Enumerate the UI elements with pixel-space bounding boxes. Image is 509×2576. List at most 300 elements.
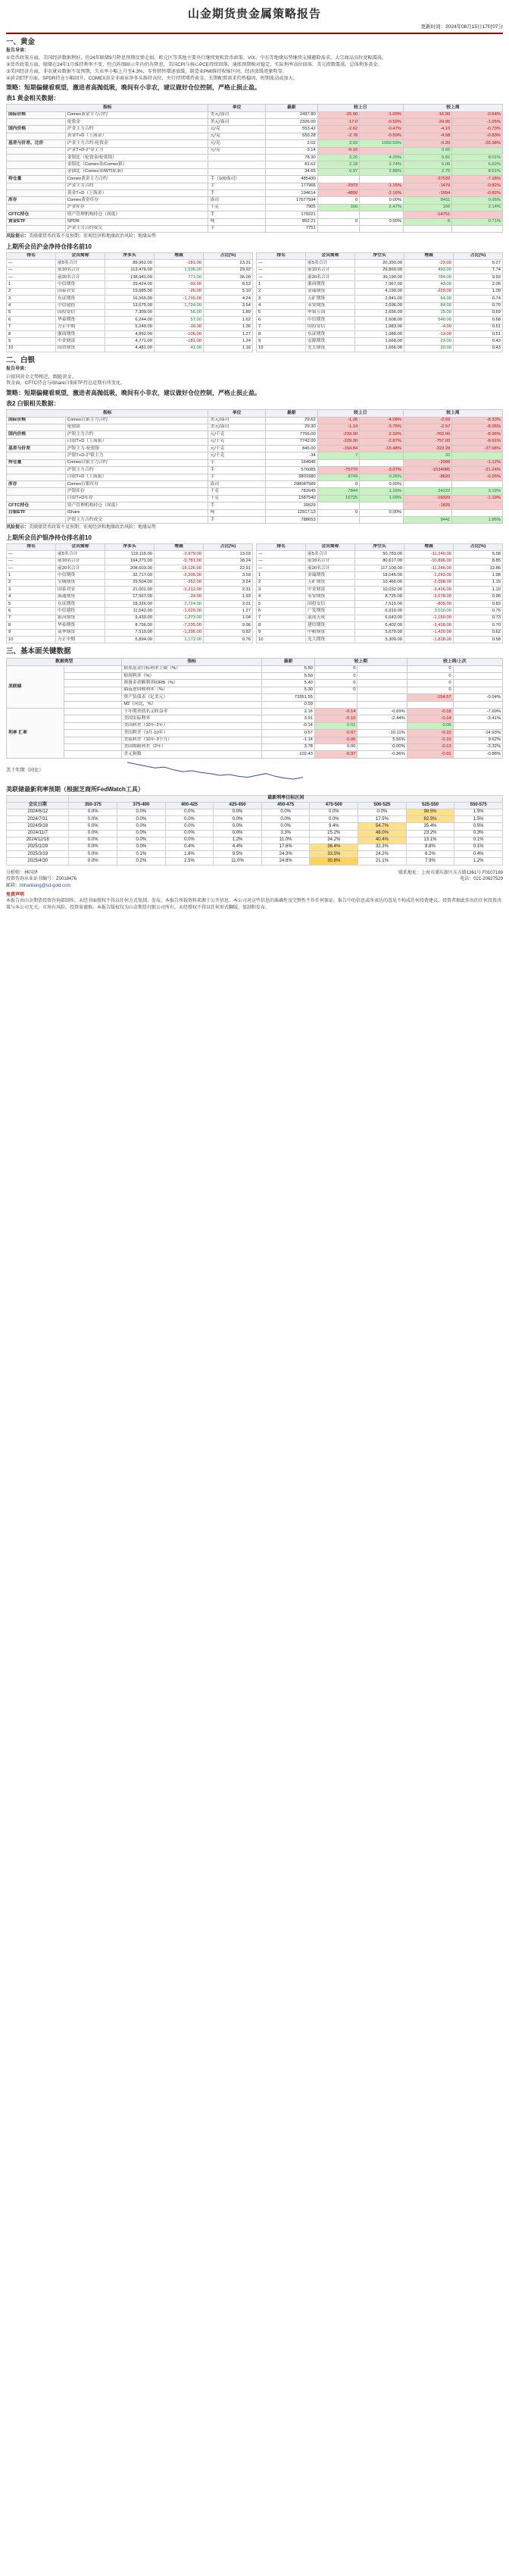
- row-unit: 元/克: [208, 140, 265, 147]
- row-unit: 吨: [208, 509, 265, 516]
- row-week-change: -1826: [403, 502, 451, 509]
- row-unit: 美元/盎司: [208, 111, 265, 118]
- basic-cell: -0.10: [407, 730, 453, 737]
- row-day-change-pct: 0.00%: [360, 197, 404, 204]
- rank-cell: 29,504.00: [105, 579, 155, 586]
- rank-row: [257, 622, 503, 629]
- table-row: [7, 431, 503, 438]
- row-day-change: -4800: [317, 189, 360, 196]
- gold-rank-short-table: [256, 252, 503, 352]
- row-week-change: -0.20: [403, 140, 451, 147]
- basic-cell: 0.00%: [358, 743, 407, 750]
- fedwatch-cell: 0.1%: [454, 844, 503, 851]
- row-category: 库存: [7, 481, 66, 488]
- rank-cell: 43.00: [404, 281, 454, 288]
- fedwatch-column-header: 375-400: [117, 802, 166, 809]
- rank-row: [7, 587, 253, 593]
- fedwatch-cell: 0.0%: [117, 809, 166, 816]
- row-day-change: 7844: [317, 488, 360, 495]
- rank-cell: 银河期货: [56, 615, 105, 621]
- row-week-change: -763.00: [403, 431, 451, 438]
- rank-cell: 16,565.00: [105, 296, 155, 302]
- rank-cell: 5: [257, 601, 306, 608]
- basic-cell: 贴现利率（%）: [122, 673, 262, 680]
- row-category: [7, 225, 66, 232]
- basic-data-table: [6, 658, 503, 758]
- row-week-change-pct: -8.33%: [452, 417, 503, 424]
- rank-cell: —: [7, 267, 56, 274]
- rank-cell: 32,717.00: [105, 572, 155, 579]
- fedwatch-column-header: 550-575: [454, 802, 503, 809]
- basic-row: [7, 737, 503, 743]
- rank-cell: 21,001.00: [105, 587, 155, 593]
- rank-cell: 493.00: [404, 267, 454, 274]
- row-day-change-pct: [360, 502, 404, 509]
- rank-cell: 永安期货: [306, 302, 355, 309]
- rank-cell: 119,115.00: [105, 551, 155, 558]
- rank-row: [7, 302, 253, 309]
- rank-cell: 13.03: [204, 551, 253, 558]
- row-latest: -3.14: [265, 147, 317, 154]
- row-indicator: 沪银库存: [65, 488, 208, 495]
- rank-cell: 36.00: [204, 274, 253, 280]
- rank-cell: 138,941.00: [105, 274, 155, 280]
- basic-cell: 0: [314, 673, 358, 680]
- row-day-change: -75770: [317, 467, 360, 474]
- fedwatch-cell: 0.0%: [117, 830, 166, 837]
- rank-cell: 10: [7, 345, 56, 352]
- rank-cell: 前10名合计: [56, 267, 105, 274]
- rank-cell: 6: [7, 608, 56, 615]
- rank-cell: 11,542.00: [105, 608, 155, 615]
- rank-row: [7, 558, 253, 565]
- row-unit: 手: [208, 183, 265, 189]
- rank-cell: 3.54: [204, 302, 253, 309]
- row-unit: 元/千克: [208, 446, 265, 452]
- row-unit: 美元/盎司: [208, 417, 265, 424]
- row-week-change-pct: -25.38%: [452, 140, 503, 147]
- rank-row: [7, 615, 253, 621]
- row-unit: 元/克: [208, 133, 265, 139]
- rank-cell: 前20名合计: [56, 274, 105, 280]
- rank-cell: 1.10: [454, 587, 503, 593]
- row-indicator: Comex黄金主力合约: [65, 111, 208, 118]
- row-week-change-pct: -1.12%: [452, 459, 503, 466]
- row-category: 基差与价差、比价: [7, 140, 66, 147]
- basic-cell: 美国利差（10年-2年）: [122, 722, 262, 729]
- row-week-change: [403, 509, 451, 516]
- basic-cell: [64, 751, 122, 758]
- rank-cell: 5.58: [454, 551, 503, 558]
- rank-column-header: 净空头: [355, 252, 404, 259]
- rank-cell: -181.00: [155, 338, 204, 345]
- rank-cell: 金瑞期货: [306, 288, 355, 295]
- disclaimer-title: 免责声明: [6, 892, 25, 897]
- rank-cell: 2,656.00: [355, 309, 404, 316]
- row-week-change: 0.66: [403, 147, 451, 154]
- basic-cell: 3.91: [262, 715, 315, 722]
- rank-cell: -1,715.00: [155, 296, 204, 302]
- basic-cell: 美国利差（3月-10年）: [122, 730, 262, 737]
- rank-cell: 18,045.00: [355, 572, 404, 579]
- rank-cell: 9: [7, 629, 56, 636]
- fedwatch-cell: 0.0%: [165, 830, 214, 837]
- row-week-change: -1594: [403, 189, 451, 196]
- fedwatch-cell: 0.0%: [310, 816, 358, 823]
- rank-cell: 13,675.00: [105, 302, 155, 309]
- rank-header-row: [7, 252, 253, 259]
- row-week-change-pct: -27.68%: [452, 446, 503, 452]
- fedwatch-row: [7, 858, 503, 865]
- rank-column-header: 净多头: [105, 543, 155, 550]
- row-day-change-pct: -2.92%: [360, 431, 404, 438]
- rank-cell: 1,273.00: [155, 615, 204, 621]
- gold-rank-title: 上期所会员沪金净持仓排名前10: [6, 243, 92, 250]
- rank-row: [7, 629, 253, 636]
- rank-cell: 华泰期货: [56, 317, 105, 324]
- group-category: 美联储: [7, 665, 64, 708]
- fedwatch-corner: [7, 795, 69, 802]
- row-indicator: 沪银主力合约: [65, 431, 208, 438]
- row-unit: 千克: [208, 204, 265, 211]
- rank-cell: 南华期货: [56, 629, 105, 636]
- basic-cell: 2.16: [262, 708, 315, 715]
- rank-row: [257, 317, 503, 324]
- gold-section-title: 一、黄金: [6, 37, 36, 46]
- row-latest: 852.21: [265, 218, 317, 225]
- rank-cell: 前10名合计: [306, 267, 355, 274]
- row-week-change-pct: -0.64%: [452, 111, 503, 118]
- fedwatch-cell: 0.0%: [69, 851, 117, 858]
- silver-risk-label: 风险提示：: [6, 525, 30, 531]
- rank-row: [257, 288, 503, 295]
- row-indicator: Comex黄金主力合约: [65, 176, 208, 183]
- rank-cell: -26.00: [155, 288, 204, 295]
- fedwatch-column-header: 525-550: [406, 802, 454, 809]
- guide-paragraph: ③美国经济方面，非农就业数据不及预期，失业率小幅上升至4.3%，零售销售增速放缓，制造业PMI维持收缩区间，经济放缓迹象明显。: [6, 68, 287, 74]
- rank-cell: -1,243.00: [404, 572, 454, 579]
- rank-row: [7, 317, 253, 324]
- fedwatch-cell: 0.0%: [165, 816, 214, 823]
- table-row: [7, 176, 503, 183]
- gold-guide-title: 报告导读：: [6, 48, 30, 53]
- rank-cell: 6,643.00: [355, 615, 404, 621]
- fedwatch-cell: 35.4%: [406, 823, 454, 830]
- rank-cell: 10,032.00: [355, 587, 404, 593]
- basic-cell: [64, 694, 122, 701]
- rank-cell: 7,309.00: [105, 309, 155, 316]
- fedwatch-cell: 17.5%: [358, 816, 407, 823]
- rank-cell: 7.74: [454, 267, 503, 274]
- row-unit: 元/千克: [208, 452, 265, 459]
- rank-cell: 0.43: [454, 345, 503, 352]
- row-day-change-pct: [360, 147, 404, 154]
- rank-row: [257, 636, 503, 643]
- rank-cell: 2,724.00: [155, 601, 204, 608]
- rank-column-header: 会员简称: [56, 252, 105, 259]
- rank-column-header: 增减: [155, 252, 204, 259]
- rank-row: [257, 579, 503, 586]
- rank-cell: 5: [257, 309, 306, 316]
- fedwatch-cell: 0.2%: [117, 858, 166, 865]
- rank-cell: -9,781.00: [155, 558, 204, 565]
- rank-cell: 7: [7, 615, 56, 621]
- rank-row: [7, 579, 253, 586]
- row-day-change: 16725: [317, 495, 360, 502]
- fedwatch-cell: 54.7%: [358, 823, 407, 830]
- rank-cell: 0.70: [454, 302, 503, 309]
- row-latest: 788653: [265, 516, 317, 523]
- row-indicator: Comex白银主力合约: [65, 459, 208, 466]
- fedwatch-cell: 48.0%: [358, 830, 407, 837]
- row-week-change: -14751: [403, 211, 451, 218]
- rank-cell: 17,567.00: [105, 593, 155, 600]
- rank-cell: 5.10: [204, 288, 253, 295]
- rank-column-header: 会员简称: [306, 252, 355, 259]
- row-day-change: -25.00: [317, 111, 360, 118]
- rank-cell: 7: [257, 324, 306, 330]
- fedwatch-cell: 4.4%: [214, 844, 262, 851]
- rank-cell: 771.00: [155, 274, 204, 280]
- rank-column-header: 增减: [404, 252, 454, 259]
- row-unit: 元/千克: [208, 438, 265, 445]
- basic-cell: 0: [314, 680, 358, 687]
- email-label: 邮箱：: [6, 883, 20, 888]
- row-week-change: -37532: [403, 176, 451, 183]
- rank-row: [257, 572, 503, 579]
- rank-header-row: [257, 252, 503, 259]
- row-week-change: -16.00: [403, 111, 451, 118]
- silver-risk-text: 美联储货币政策不及预期；宏观经济和地缘政治风险；地缘局势: [29, 525, 157, 531]
- row-unit: 手: [208, 225, 265, 232]
- row-unit: 千克: [208, 495, 265, 502]
- row-day-change-pct: -3.07%: [360, 467, 404, 474]
- rank-row: [7, 281, 253, 288]
- fedwatch-cell: 0.0%: [69, 837, 117, 844]
- guide-paragraph: ②货币政策方面，联储在24年1月维持利率不变，但点阵图暗示年内仍有降息。美国CPI与核心PCE持续回落，通胀预期相对稳定，实际利率高位回落，美元指数震荡，总体利多黄金。: [6, 62, 383, 67]
- row-indicator: 黄金T+D（上海金）: [65, 133, 208, 139]
- rank-row: [257, 345, 503, 352]
- rank-cell: 208,603.00: [105, 565, 155, 572]
- fedwatch-cell: 32.3%: [358, 844, 407, 851]
- fedwatch-cell: 11.0%: [261, 837, 310, 844]
- rank-cell: 海通期货: [56, 593, 105, 600]
- rank-cell: 1: [7, 281, 56, 288]
- rank-column-header: 排名: [257, 543, 306, 550]
- rank-row: [257, 324, 503, 330]
- row-week-change-pct: -21.24%: [452, 467, 503, 474]
- rank-row: [257, 593, 503, 600]
- rank-row: [257, 558, 503, 565]
- rank-cell: 10,466.00: [355, 579, 404, 586]
- table-row: [7, 211, 503, 218]
- rank-cell: 中信期货: [56, 281, 105, 288]
- silver-guide: [6, 374, 503, 387]
- rank-cell: -4.00: [404, 324, 454, 330]
- rank-column-header: 排名: [7, 252, 56, 259]
- gold-data-table: [6, 104, 503, 233]
- row-week-change: 2.75: [403, 168, 451, 175]
- rank-cell: -262.00: [155, 579, 204, 586]
- rank-cell: 华泰期货: [56, 622, 105, 629]
- rank-cell: -13.00: [404, 331, 454, 338]
- row-indicator: 沪银主力合约: [65, 467, 208, 474]
- rank-row: [257, 587, 503, 593]
- row-week-change: -2.57: [403, 424, 451, 430]
- silver-rank-title: 上期所会员沪银净持仓排名前10: [6, 534, 92, 541]
- row-day-change-pct: 2.47%: [360, 204, 404, 211]
- rank-cell: —: [257, 565, 306, 572]
- fedwatch-cell: 0.0%: [358, 809, 407, 816]
- rank-row: [7, 551, 253, 558]
- rank-cell: 9: [257, 338, 306, 345]
- rank-cell: 6: [257, 317, 306, 324]
- fedwatch-cell: 17.6%: [261, 844, 310, 851]
- rank-cell: 113,476.00: [105, 267, 155, 274]
- basic-cell: 9.62%: [453, 737, 502, 743]
- row-category: 黄金ETF: [7, 218, 66, 225]
- row-week-change-pct: -8.96%: [452, 431, 503, 438]
- row-latest: 29.30: [265, 424, 317, 430]
- rank-cell: 前20名合计: [56, 565, 105, 572]
- row-category: 国际价格: [7, 417, 66, 424]
- row-day-change-pct: [360, 211, 404, 218]
- row-unit: 千克: [208, 488, 265, 495]
- table-row: [7, 147, 503, 154]
- row-day-change-pct: [360, 176, 404, 183]
- table-row: [7, 161, 503, 168]
- basic-cell: -0.04%: [453, 694, 502, 701]
- rank-cell: 前20名合计: [306, 565, 355, 572]
- row-indicator: 沪金主力合约: [65, 126, 208, 133]
- analyst-name: 林国泽: [24, 870, 39, 875]
- rank-cell: 0.51: [454, 331, 503, 338]
- fedwatch-cell: 2025/1/29: [7, 844, 69, 851]
- basic-cell: 5.56%: [358, 737, 407, 743]
- rank-cell: 39,190.00: [355, 274, 404, 280]
- rank-row: [257, 309, 503, 316]
- row-indicator: 沪银主力-伦敦银: [65, 446, 208, 452]
- row-day-change-pct: -2.16%: [360, 189, 404, 196]
- row-latest: 1587540: [265, 495, 317, 502]
- rank-cell: -2,098.00: [404, 579, 454, 586]
- rank-row: [7, 324, 253, 330]
- rank-cell: 8: [7, 622, 56, 629]
- row-week-change-pct: -0.26%: [452, 474, 503, 480]
- row-day-change-pct: -0.50%: [360, 119, 404, 126]
- fedwatch-cell: 24.2%: [358, 851, 407, 858]
- row-week-change-pct: [452, 481, 503, 488]
- fedwatch-cell: 30.8%: [310, 858, 358, 865]
- silver-strategy: 策略：短期偏健看观望，激进者高抛低吸，晚间有小非农，建议做好仓位控制，严格止损止盈。: [6, 390, 261, 397]
- basic-cell: 0: [407, 673, 453, 680]
- basic-cell: 5.30: [262, 687, 315, 693]
- row-latest: 7756.00: [265, 431, 317, 438]
- fedwatch-cell: 0.0%: [117, 823, 166, 830]
- row-unit: 吨: [208, 218, 265, 225]
- silver-rank-long-table: [6, 543, 253, 643]
- rank-cell: 0.68: [454, 317, 503, 324]
- rank-cell: 1.89: [204, 309, 253, 316]
- row-week-change: 24222: [403, 488, 451, 495]
- row-category: [7, 133, 66, 139]
- rank-cell: 3: [7, 587, 56, 593]
- row-indicator: 金银比（伦敦金/伦敦银）: [65, 154, 208, 161]
- row-day-change-pct: 1.09%: [360, 495, 404, 502]
- rank-column-header: 占比(%): [204, 543, 253, 550]
- report-title: 山金期货贵金属策略报告: [187, 8, 321, 20]
- email-link[interactable]: linhanliong@sd-gold.com: [20, 883, 71, 888]
- fedwatch-cell: 0.4%: [454, 851, 503, 858]
- row-indicator: 白银T+D（上海银）: [65, 474, 208, 480]
- rank-cell: -24.00: [155, 593, 204, 600]
- gold-risk-label: 风险提示：: [6, 234, 30, 239]
- table-row: [7, 424, 503, 430]
- row-week-change: [403, 481, 451, 488]
- fedwatch-cell: 0.0%: [117, 816, 166, 823]
- rank-cell: 国泰君安: [56, 587, 105, 593]
- row-latest: 7751: [265, 225, 317, 232]
- rank-cell: 0.73: [454, 615, 503, 621]
- rank-cell: —: [7, 558, 56, 565]
- fedwatch-cell: 0.0%: [117, 844, 166, 851]
- rank-cell: 4,481.00: [105, 345, 155, 352]
- fedwatch-cell: 0.0%: [261, 816, 310, 823]
- rank-cell: 18.24: [204, 558, 253, 565]
- row-week-change-pct: -0.83%: [452, 133, 503, 139]
- row-unit: 手: [208, 474, 265, 480]
- column-header: 较上周: [403, 410, 502, 417]
- rank-cell: -15,126.00: [155, 565, 204, 572]
- fedwatch-cell: 0.0%: [165, 809, 214, 816]
- company-address: 联系地址：上海市浦东新区东方路1361号 F0107169: [398, 870, 503, 875]
- rank-cell: 东证期货: [56, 601, 105, 608]
- basic-row: [7, 730, 503, 737]
- rank-row: [257, 281, 503, 288]
- rank-row: [7, 260, 253, 267]
- table-row: [7, 452, 503, 459]
- rank-cell: 2,841.00: [355, 296, 404, 302]
- row-unit: 盎司: [208, 197, 265, 204]
- rank-cell: 1.93: [204, 593, 253, 600]
- basic-row: [7, 673, 503, 680]
- rank-cell: 2.06: [454, 281, 503, 288]
- table-row: [7, 474, 503, 480]
- row-category: CFTC持仓: [7, 502, 66, 509]
- row-indicator: 伦敦银: [65, 424, 208, 430]
- rank-cell: 29.92: [204, 267, 253, 274]
- group-category: 利率 汇率: [7, 708, 64, 758]
- basic-cell: -0.69%: [358, 708, 407, 715]
- basic-cell: 5.50: [262, 665, 315, 672]
- basic-sparkline-row: [6, 760, 503, 781]
- rank-cell: -1,420.00: [404, 629, 454, 636]
- row-indicator: 金油比（Comex金/WTI原油）: [65, 168, 208, 175]
- row-indicator: 沪金主力合约-伦敦金: [65, 140, 208, 147]
- rank-cell: 东证期货: [56, 296, 105, 302]
- fedwatch-cell: 2024/9/18: [7, 823, 69, 830]
- rank-row: [7, 274, 253, 280]
- rank-cell: 1,666.00: [355, 345, 404, 352]
- basic-row: [7, 715, 503, 722]
- rank-cell: 0.43: [454, 338, 503, 345]
- column-header: 指标: [7, 410, 208, 417]
- row-latest: 2326.00: [265, 119, 317, 126]
- fedwatch-column-header: 425-450: [214, 802, 262, 809]
- rank-cell: 8,725.00: [355, 593, 404, 600]
- rank-column-header: 占比(%): [204, 252, 253, 259]
- rank-cell: 中信建投: [56, 302, 105, 309]
